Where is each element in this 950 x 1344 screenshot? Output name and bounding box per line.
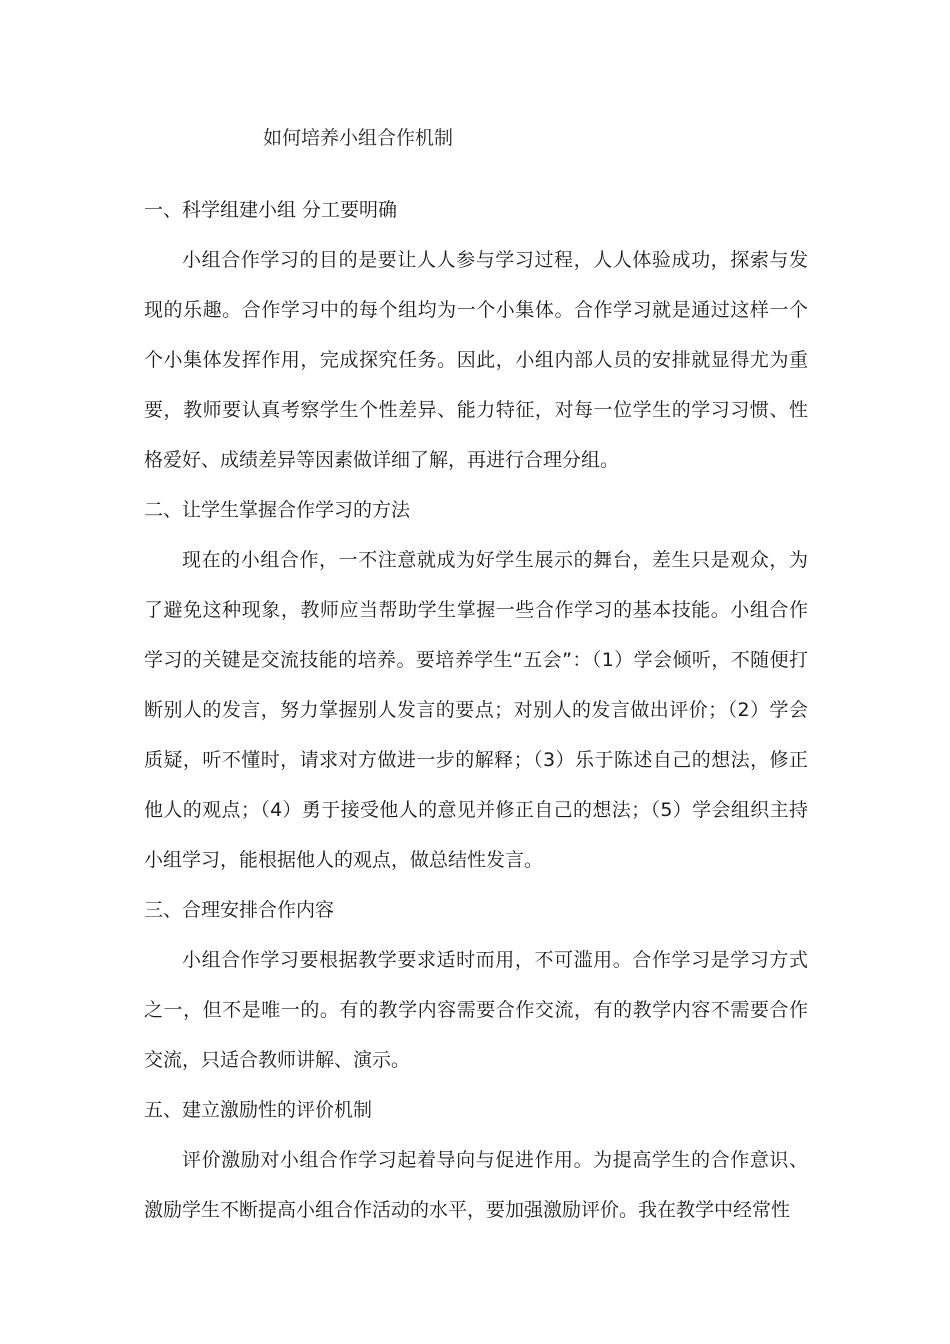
- section-paragraph-1: 小组合作学习的目的是要让人人参与学习过程，人人体验成功，探索与发现的乐趣。合作学习中的每个组均为一个小集体。合作学习就是通过这样一个个小集体发挥作用，完成探究任务。因此，小组内部人员的安排就显得尤为重要，教师要认真考察学生个性差异、能力特征，对每一位学生的学习习惯、性格爱好、成绩差异等因素做详细了解，再进行合理分组。: [144, 249, 808, 471]
- section-heading-3: 三、合理安排合作内容: [144, 899, 335, 921]
- section-paragraph-5: 评价激励对小组合作学习起着导向与促进作用。为提高学生的合作意识、激励学生不断提高小组合作活动的水平，要加强激励评价。我在教学中经常性: [144, 1149, 808, 1221]
- section-paragraph-2: 现在的小组合作，一不注意就成为好学生展示的舞台，差生只是观众，为了避免这种现象，教师应当帮助学生掌握一些合作学习的基本技能。小组合作学习的关键是交流技能的培养。要培养学生“五会”：（1）学会倾听，不随便打断别人的发言，努力掌握别人发言的要点；对别人的发言做出评价；（2）学会质疑，听不懂时，请求对方做进一步的解释；（3）乐于陈述自己的想法，修正他人的观点；（4）勇于接受他人的意见并修正自己的想法；（5）学会组织主持小组学习，能根据他人的观点，做总结性发言。: [144, 549, 808, 871]
- document-title: 如何培养小组合作机制: [263, 127, 454, 149]
- section-paragraph-3: 小组合作学习要根据教学要求适时而用，不可滥用。合作学习是学习方式之一，但不是唯一的。有的教学内容需要合作交流，有的教学内容不需要合作交流，只适合教师讲解、演示。: [144, 949, 808, 1071]
- section-heading-2: 二、让学生掌握合作学习的方法: [144, 499, 411, 521]
- document-body: [144, 185, 808, 1235]
- section-heading-5: 五、建立激励性的评价机制: [144, 1099, 373, 1121]
- section-heading-1: 一、科学组建小组 分工要明确: [144, 199, 398, 221]
